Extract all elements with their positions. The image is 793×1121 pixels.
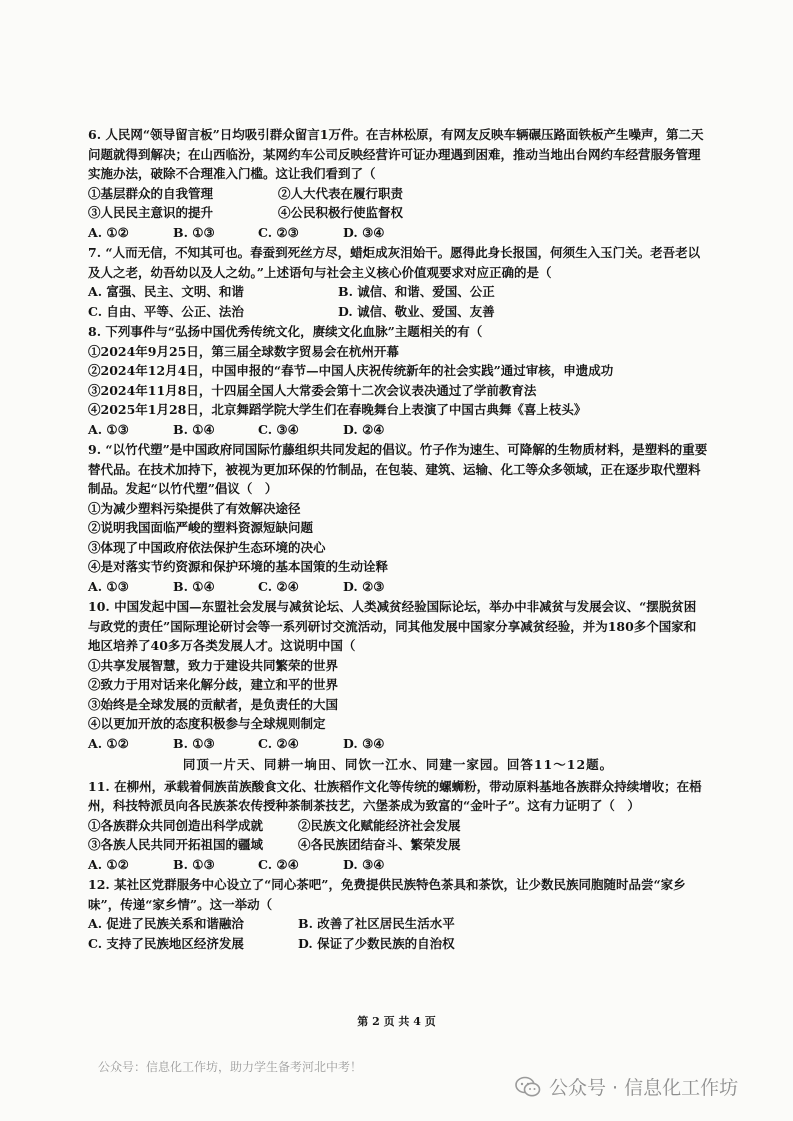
footer-note: 公众号：信息化工作坊，助力学生备考河北中考！ xyxy=(98,1060,363,1074)
option-2: ②民族文化赋能经济社会发展 xyxy=(298,817,461,833)
answer-row xyxy=(88,302,708,322)
question-stem: 9. “以竹代塑”是中国政府同国际竹藤组织共同发起的倡议。竹子作为速生、可降解的生物质材料，是塑料的重要替代品。在技术加持下，被视为更加环保的竹制品，在包装、建筑、运输、化工等众多领域，正在逐步取代塑料制品。发起“以竹代塑”倡议（ ） xyxy=(88,442,708,496)
exam-content xyxy=(88,125,708,954)
option-1: ①共享发展智慧，致力于建设共同繁荣的世界 xyxy=(88,657,339,673)
option-1: ①为减少塑料污染提供了有效解决途径 xyxy=(88,500,301,516)
choice-d: D. ③④ xyxy=(343,856,385,872)
choice-a: A. ①② xyxy=(88,856,129,872)
answer-row xyxy=(88,914,708,934)
choice-d: D. ②④ xyxy=(343,421,385,437)
answer-choices xyxy=(88,577,708,597)
question-12 xyxy=(88,875,708,953)
option-2: ②致力于用对话来化解分歧，建立和平的世界 xyxy=(88,677,339,692)
choice-b: B. 诚信、和谐、爱国、公正 xyxy=(338,284,495,299)
option-3: ③体现了中国政府依法保护生态环境的决心 xyxy=(88,539,326,555)
question-7 xyxy=(88,243,708,321)
question-8 xyxy=(88,322,708,439)
question-10 xyxy=(88,597,708,753)
question-stem: 10. 中国发起中国—东盟社会发展与减贫论坛、人类减贫经验国际论坛，举办中非减贫与发展会议、“摆脱贫困与政党的责任”国际理论研讨会等一系列研讨交流活动，同其他发展中国家分享减贫经验，并为180多个国家和地区培养了40多万各类发展人才。这说明中国（ xyxy=(88,599,697,653)
page-number: 第 2 页 共 4 页 xyxy=(357,1015,436,1028)
option-2: ②2024年12月4日，中国申报的“春节—中国人庆祝传统新年的社会实践”通过审核，申遗成功 xyxy=(88,363,614,378)
choice-d: D. ③④ xyxy=(343,224,385,240)
choice-c: C. ③④ xyxy=(258,421,299,437)
option-4: ④各民族团结奋斗、繁荣发展 xyxy=(298,837,461,852)
question-stem: 11. 在柳州，承载着侗族苗族酸食文化、壮族稻作文化等传统的螺蛳粉，带动原料基地各族群众持续增收；在梧州，科技特派员向各民族茶农传授种茶制茶技艺，六堡茶成为致富的“金叶子”。这有力证明了（ ） xyxy=(88,778,702,813)
option-row xyxy=(88,835,708,855)
option-1: ①各族群众共同创造出科学成就 xyxy=(88,817,264,833)
choice-a: A. ①③ xyxy=(88,578,129,594)
choice-b: B. ①④ xyxy=(173,421,215,437)
answer-choices xyxy=(88,734,708,754)
answer-choices xyxy=(88,223,708,243)
choice-a: A. 富强、民主、文明、和谐 xyxy=(88,284,244,299)
choice-c: C. ②④ xyxy=(258,856,299,872)
answer-choices xyxy=(88,855,708,875)
question-stem: 12. 某社区党群服务中心设立了“同心茶吧”，免费提供民族特色茶具和茶饮，让少数民族同胞随时品尝“家乡味”，传递“家乡情”。这一举动（ xyxy=(88,877,686,912)
choice-a: A. 促进了民族关系和谐融洽 xyxy=(88,916,244,931)
watermark-text: 公众号 · 信息化工作坊 xyxy=(549,1077,739,1099)
question-6 xyxy=(88,125,708,242)
option-row xyxy=(88,816,708,836)
question-stem: 6. 人民网“领导留言板”日均吸引群众留言1万件。在吉林松原，有网友反映车辆碾压路面铁板产生噪声，第二天问题就得到解决；在山西临汾，某网约车公司反映经营许可证办理遇到困难，推动当地出台网约车经营服务管理实施办法，破除不合理准入门槛。这让我们看到了（ xyxy=(88,127,704,181)
answer-choices xyxy=(88,420,708,440)
answer-row xyxy=(88,282,708,302)
choice-d: D. ②③ xyxy=(343,578,385,594)
option-4: ④2025年1月28日，北京舞蹈学院大学生们在春晚舞台上表演了中国古典舞《喜上枝头》 xyxy=(88,402,587,417)
passage-intro: 同顶一片天、同耕一垧田、同饮一江水、同建一家园。回答11～12题。 xyxy=(182,757,614,772)
question-stem: 8. 下列事件与“弘扬中国优秀传统文化，赓续文化血脉”主题相关的有（ xyxy=(88,324,483,339)
choice-a: A. ①③ xyxy=(88,421,129,437)
option-3: ③各族人民共同开拓祖国的疆域 xyxy=(88,837,264,852)
option-3: ③2024年11月8日，十四届全国人大常委会第十二次会议表决通过了学前教育法 xyxy=(88,382,537,398)
option-1: ①2024年9月25日，第三届全球数字贸易会在杭州开幕 xyxy=(88,343,399,359)
choice-c: C. 支持了民族地区经济发展 xyxy=(88,935,244,951)
choice-d: D. 诚信、敬业、爱国、友善 xyxy=(338,303,495,319)
option-2: ②说明我国面临严峻的塑料资源短缺问题 xyxy=(88,520,314,535)
option-4: ④以更加开放的态度积极参与全球规则制定 xyxy=(88,716,326,731)
question-11 xyxy=(88,777,708,875)
choice-b: B. ①③ xyxy=(173,224,215,240)
choice-c: C. 自由、平等、公正、法治 xyxy=(88,303,244,319)
choice-c: C. ②④ xyxy=(258,735,299,751)
choice-a: A. ①② xyxy=(88,224,129,240)
choice-a: A. ①② xyxy=(88,735,129,751)
choice-d: D. ③④ xyxy=(343,735,385,751)
answer-row xyxy=(88,934,708,954)
question-stem: 7. “人而无信，不知其可也。春蚕到死丝方尽，蜡炬成灰泪始干。愿得此身长报国，何须生入玉门关。老吾老以及人之老，幼吾幼以及人之幼。”上述语句与社会主义核心价值观要求对应正确的是（ xyxy=(88,245,701,280)
choice-b: B. 改善了社区居民生活水平 xyxy=(298,916,455,931)
choice-c: C. ②④ xyxy=(258,578,299,594)
option-4: ④公民积极行使监督权 xyxy=(278,205,404,220)
option-4: ④是对落实节约资源和保护环境的基本国策的生动诠释 xyxy=(88,559,389,574)
option-3: ③人民民主意识的提升 xyxy=(88,205,214,220)
choice-b: B. ①④ xyxy=(173,578,215,594)
wechat-icon xyxy=(515,1076,541,1098)
choice-c: C. ②③ xyxy=(258,224,299,240)
option-3: ③始终是全球发展的贡献者，是负责任的大国 xyxy=(88,696,339,712)
choice-d: D. 保证了少数民族的自治权 xyxy=(298,935,455,951)
option-row xyxy=(88,184,708,204)
option-2: ②人大代表在履行职责 xyxy=(278,185,404,201)
question-9 xyxy=(88,440,708,596)
choice-b: B. ①③ xyxy=(173,735,215,751)
choice-b: B. ①③ xyxy=(173,856,215,872)
option-1: ①基层群众的自我管理 xyxy=(88,185,214,201)
watermark xyxy=(515,1073,738,1100)
option-row xyxy=(88,203,708,223)
